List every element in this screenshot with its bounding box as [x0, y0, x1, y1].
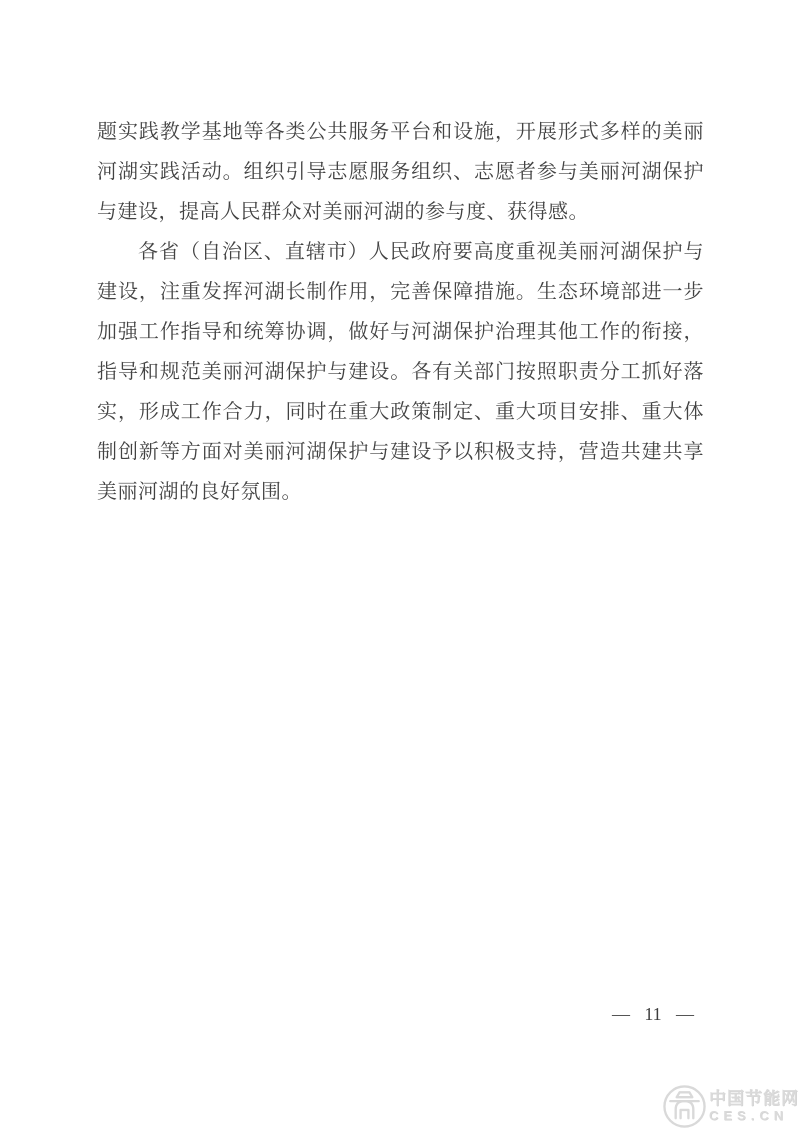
- document-line: 指导和规范美丽河湖保护与建设。各有关部门按照职责分工抓好落: [97, 361, 704, 383]
- document-line: 题实践教学基地等各类公共服务平台和设施，开展形式多样的美丽: [97, 121, 704, 143]
- document-line: 与建设，提高人民群众对美丽河湖的参与度、获得感。: [97, 201, 589, 223]
- page-footer: [612, 1004, 694, 1025]
- document-line: 河湖实践活动。组织引导志愿服务组织、志愿者参与美丽河湖保护: [97, 161, 704, 183]
- document-line: 加强工作指导和统筹协调，做好与河湖保护治理其他工作的衔接，: [97, 321, 704, 343]
- document-line: 各省（自治区、直辖市）人民政府要高度重视美丽河湖保护与: [138, 241, 704, 263]
- ces-logo-icon: [662, 1084, 707, 1129]
- document-line: 实，形成工作合力，同时在重大政策制定、重大项目安排、重大体: [97, 401, 704, 423]
- footer-dash-left: —: [612, 1004, 630, 1024]
- document-line: 美丽河湖的良好氛围。: [97, 481, 302, 503]
- document-line: 制创新等方面对美丽河湖保护与建设予以积极支持，营造共建共享: [97, 441, 704, 463]
- watermark-text: [709, 1090, 799, 1124]
- footer-dash-right: —: [676, 1004, 694, 1024]
- page-number: 11: [644, 1004, 662, 1024]
- document-body: [97, 112, 704, 512]
- watermark-site-code: CES.CN: [709, 1107, 789, 1123]
- document-line: 建设，注重发挥河湖长制作用，完善保障措施。生态环境部进一步: [97, 281, 704, 303]
- watermark: [662, 1084, 799, 1129]
- watermark-site-name: 中国节能网: [709, 1088, 799, 1108]
